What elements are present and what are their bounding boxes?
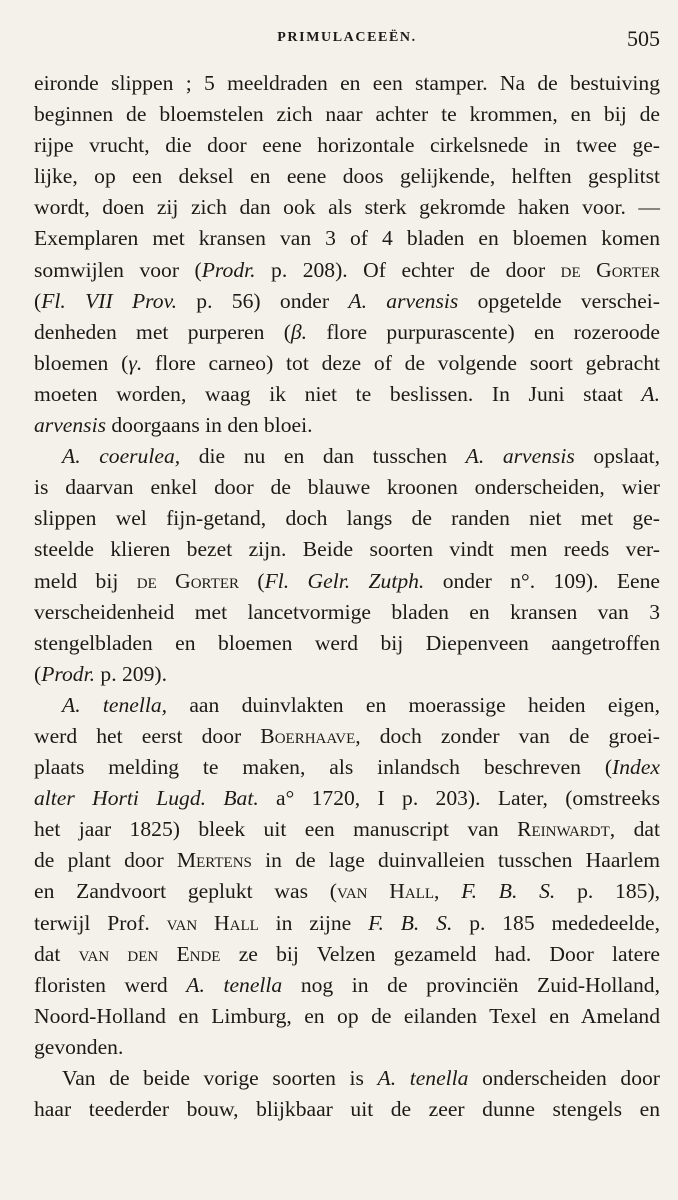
page-header xyxy=(34,26,660,56)
text-line: (Fl. VII Prov. p. 56) onder A. arvensis opgetelde verschei- xyxy=(34,288,660,313)
text-line: rijpe vrucht, die door eene horizontale cirkelsnede in twee ge- xyxy=(34,133,660,158)
text-line: is daarvan enkel door de blauwe kroonen onderscheiden, wier xyxy=(34,475,660,500)
text-line: en Zandvoort geplukt was (van Hall, F. B. S. p. 185), xyxy=(34,879,661,904)
species-name: A. tenella, xyxy=(62,692,168,717)
author-name: Mertens xyxy=(176,848,252,873)
author-name: van den Ende xyxy=(78,941,221,966)
text-line: (Prodr. p. 209). xyxy=(34,661,167,686)
text-line: wordt, doen zij zich dan ook als sterk gekromde haken voor. — xyxy=(34,195,660,220)
author-name: van Hall xyxy=(166,910,259,935)
text-line: steelde klieren bezet zijn. Beide soorten vindt men reeds ver- xyxy=(34,537,660,562)
text-line: moeten worden, waag ik niet te beslissen. In Juni staat A. xyxy=(34,381,660,406)
text-line: dat van den Ende ze bij Velzen gezameld had. Door latere xyxy=(34,941,660,966)
text-line: somwijlen voor (Prodr. p. 208). Of echter de door de Gorter xyxy=(34,257,660,282)
text-line: floristen werd A. tenella nog in de provinciën Zuid-Holland, xyxy=(34,972,660,997)
running-title: PRIMULACEEËN. xyxy=(277,30,417,45)
text-line: haar teederder bouw, blijkbaar uit de zeer dunne stengels en xyxy=(34,1097,660,1122)
text-line: meld bij de Gorter (Fl. Gelr. Zutph. onder n°. 109). Eene xyxy=(34,568,660,593)
text-line: A. tenella, aan duinvlakten en moerassige heiden eigen, xyxy=(62,692,660,717)
text-line: denheden met purperen (β. flore purpurascente) en rozeroode xyxy=(34,319,660,344)
text-line: het jaar 1825) bleek uit een manuscript van Reinwardt, dat xyxy=(34,817,660,842)
text-line: de plant door Mertens in de lage duinvalleien tusschen Haarlem xyxy=(34,848,661,873)
author-name: Boerhaave xyxy=(260,723,356,748)
text-line: Exemplaren met kransen van 3 of 4 bladen en bloemen komen xyxy=(34,226,660,251)
text-line: Van de beide vorige soorten is A. tenella onderscheiden door xyxy=(62,1066,660,1090)
text-line: arvensis doorgaans in den bloei. xyxy=(34,413,313,438)
text-line: verscheidenheid met lancetvormige bladen en kransen van 3 xyxy=(34,599,660,624)
text-line: gevonden. xyxy=(34,1034,124,1059)
text-line: bloemen (γ. flore carneo) tot deze of de volgende soort gebracht xyxy=(34,350,660,375)
text-line: plaats melding te maken, als inlandsch beschreven (Index xyxy=(34,755,660,780)
species-name: A. coerulea, xyxy=(62,444,181,469)
author-name: Reinwardt xyxy=(517,817,610,842)
text-line: alter Horti Lugd. Bat. a° 1720, I p. 203). Later, (omstreeks xyxy=(34,786,660,811)
page-number: 505 xyxy=(627,26,660,51)
text-line: beginnen de bloemstelen zich naar achter te krommen, en bij de xyxy=(34,102,660,127)
text-line: terwijl Prof. van Hall in zijne F. B. S. p. 185 mededeelde, xyxy=(34,910,660,935)
text-line: stengelbladen en bloemen werd bij Diepenveen aangetroffen xyxy=(34,630,660,655)
author-name: van Hall xyxy=(336,879,435,904)
text-line: werd het eerst door Boerhaave, doch zonder van de groei- xyxy=(34,723,660,748)
text-line: lijke, op een deksel en eene doos gelijkende, helften gesplitst xyxy=(34,164,660,189)
text-line: slippen wel fijn-getand, doch langs de randen niet met ge- xyxy=(34,506,660,531)
author-name: de Gorter xyxy=(136,568,239,593)
text-line: eironde slippen ; 5 meeldraden en een stamper. Na de bestuiving xyxy=(34,71,660,95)
text-line: A. coerulea, die nu en dan tusschen A. arvensis opslaat, xyxy=(62,444,660,469)
species-name: A. arvensis xyxy=(348,288,459,313)
body-text xyxy=(34,68,660,1125)
text-line: Noord-Holland en Limburg, en op de eilanden Texel en Ameland xyxy=(34,1003,660,1028)
author-name: de Gorter xyxy=(560,257,660,282)
